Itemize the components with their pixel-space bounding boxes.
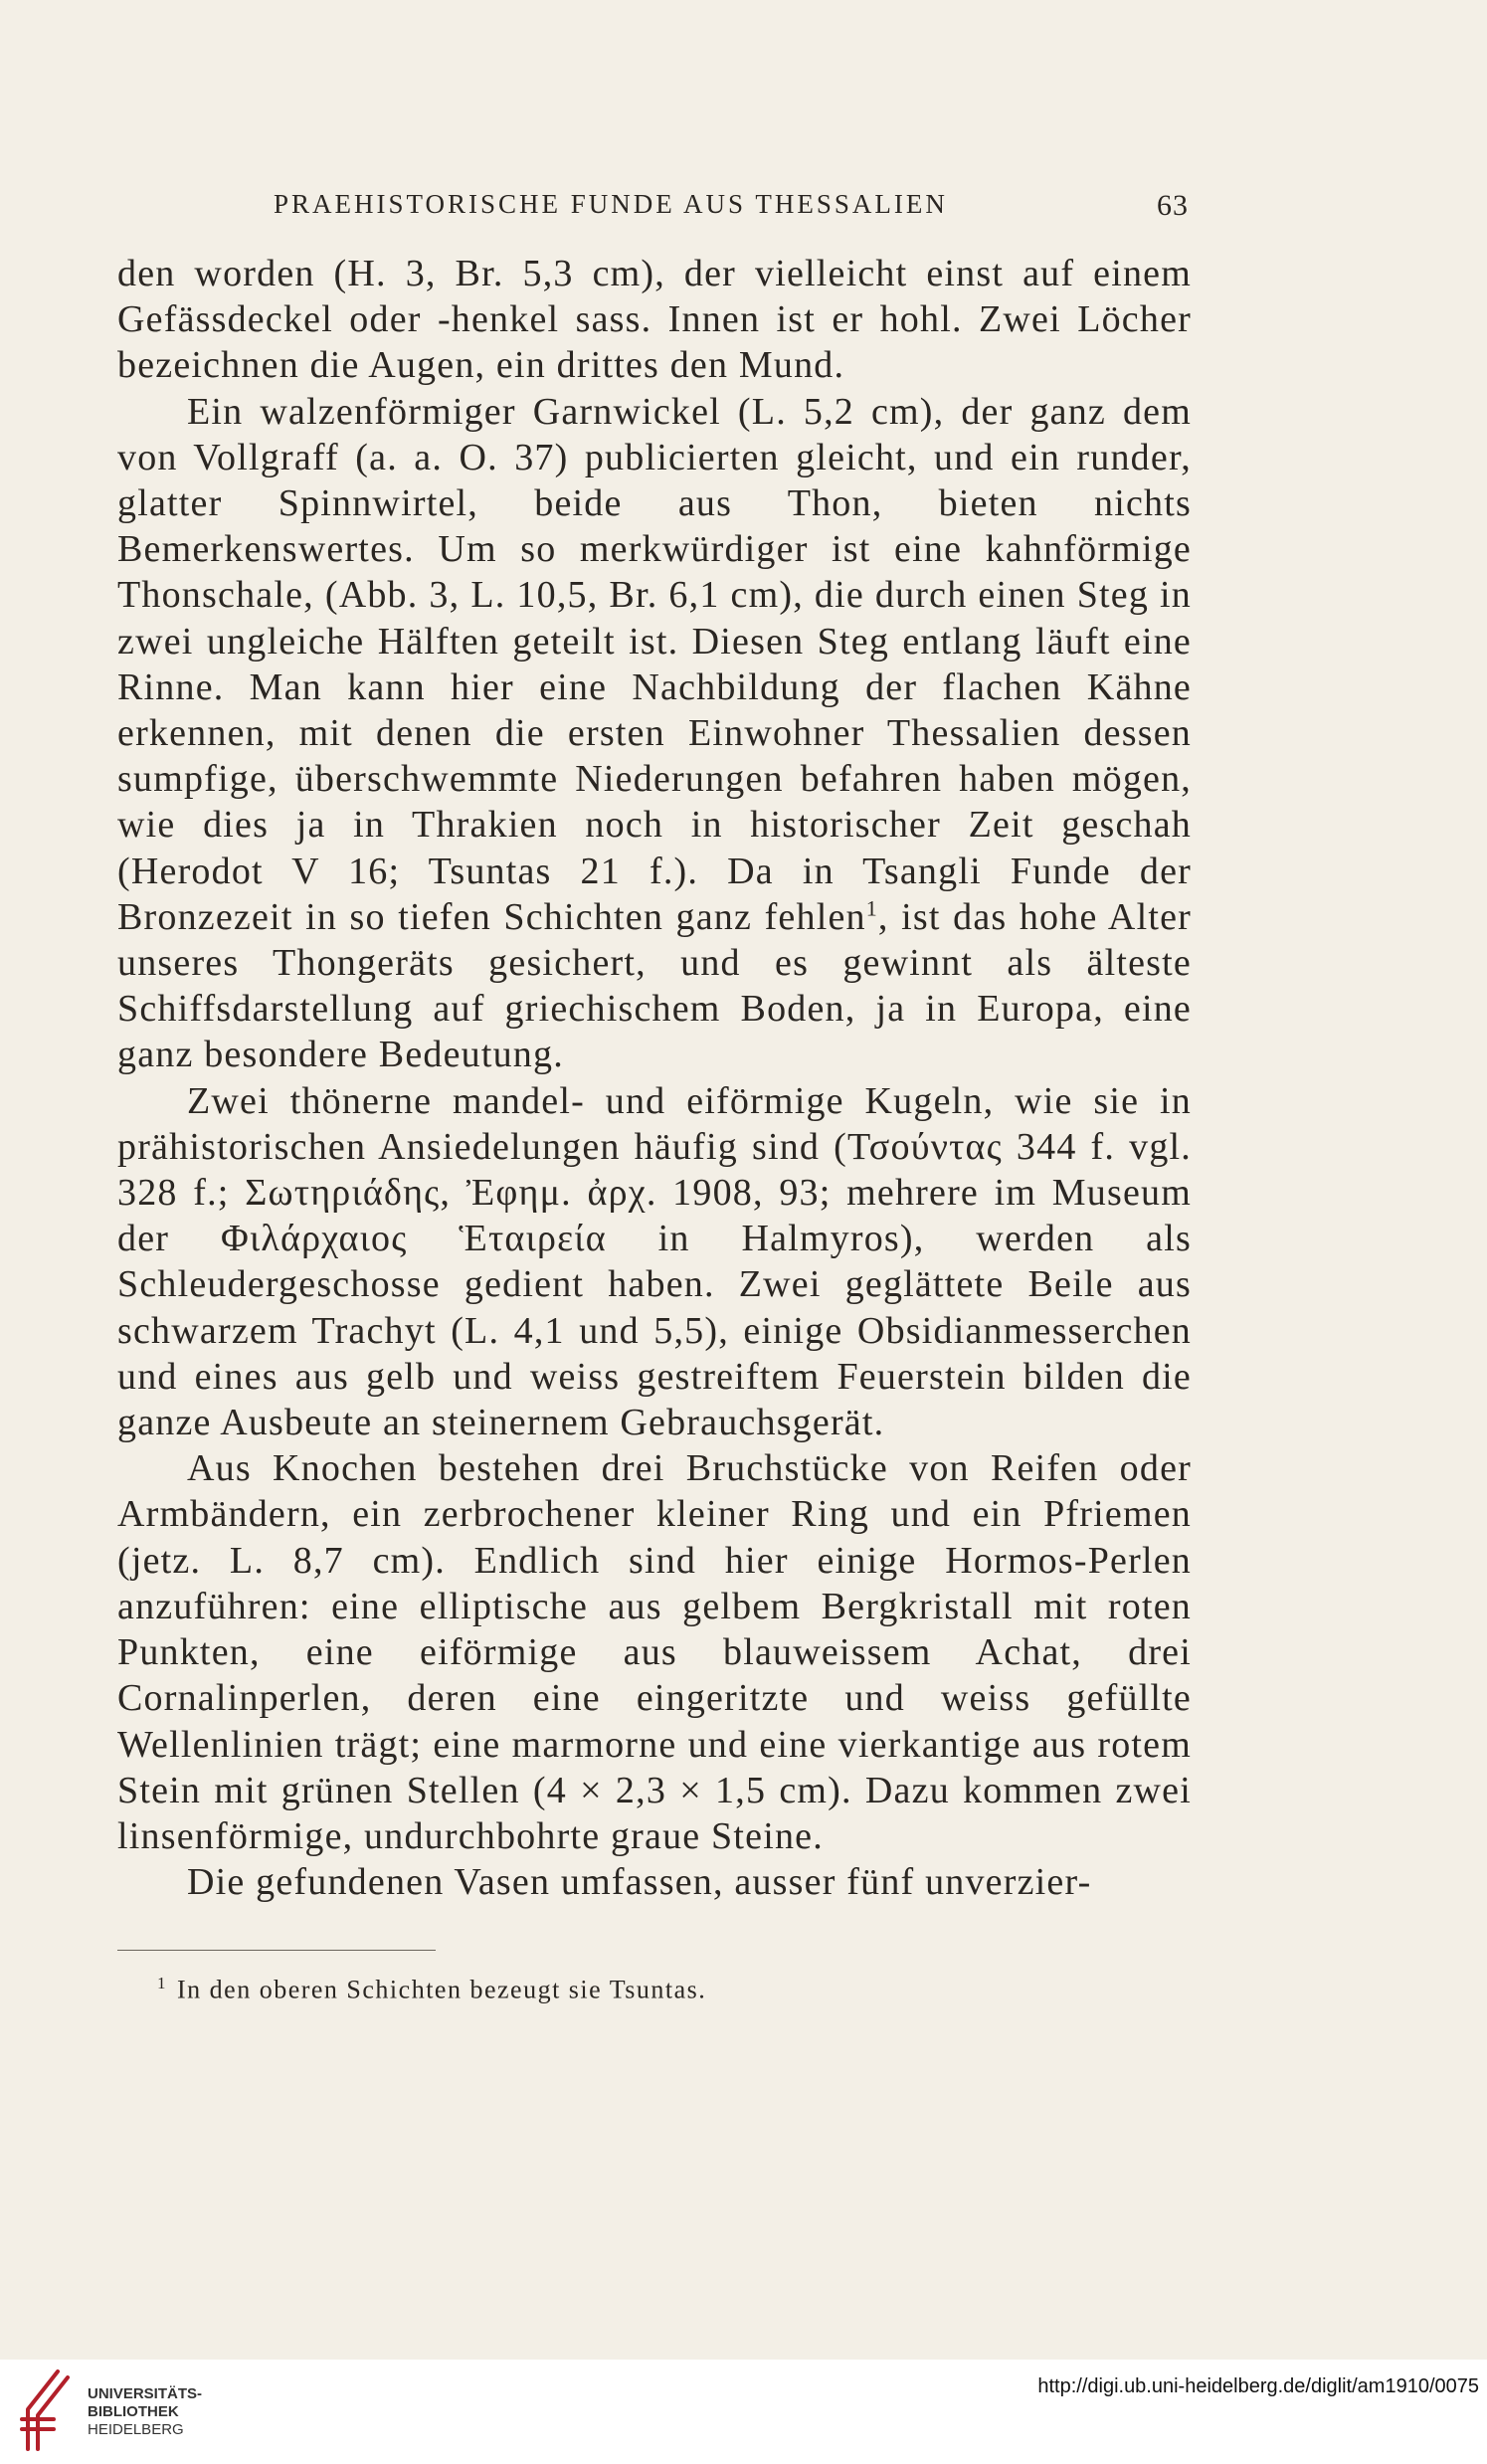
library-name (88, 2385, 202, 2439)
running-head (114, 189, 1189, 229)
footnote-text: In den oberen Schichten bezeugt sie Tsuntas. (177, 1975, 707, 2004)
library-name-line-3: HEIDELBERG (88, 2421, 184, 2438)
library-name-line-2: BIBLIOTHEK (88, 2403, 179, 2420)
library-logo-icon (14, 2366, 74, 2453)
paragraph-4 (117, 1445, 1192, 1859)
footnote-reference[interactable]: 1 (865, 895, 878, 921)
footnote (157, 1974, 1182, 2005)
footnote-mark: 1 (157, 1974, 167, 1992)
paragraph-2-text: Ein walzenförmiger Garnwickel (L. 5,2 cm), der ganz dem von Vollgraff (a. a. O. 37) publicierten gleicht, und ein runder, glatter Spinnwirtel, beide aus Thon, bieten nichts Bemerkenswertes. Um so merkwürdiger ist eine kahnförmige Thonschale, (Abb. 3, L. 10,5, Br. 6,1 cm), die durch einen Steg in zwei ungleiche Hälften geteilt ist. Diesen Steg entlang läuft eine Rinne. Man kann hier eine Nachbildung der flachen Kähne erkennen, mit denen die ersten Einwohner Thessalien dessen sumpfige, überschwemmte Niederungen befahren haben mögen, wie dies ja in Thrakien noch in historischer Zeit geschah (Herodot V 16; Tsuntas 21 f.). Da in Tsangli Funde der Bronzezeit in so tiefen Schichten ganz fehlen (117, 390, 1192, 938)
digitization-footer (0, 2360, 1487, 2464)
paragraph-2-text-after: , ist das hohe Alter unseres Thongeräts gesichert, und es gewinnt als älteste Schiffsdarstellung auf griechischem Boden, ja in Europa, eine ganz besondere Bedeutung. (117, 895, 1193, 1076)
footnote-divider (117, 1950, 436, 1951)
running-head-title: PRAEHISTORISCHE FUNDE AUS THESSALIEN (274, 189, 948, 219)
paragraph-5 (117, 1859, 1192, 1905)
body-text (117, 251, 1192, 1905)
source-url-link[interactable]: http://digi.ub.uni-heidelberg.de/diglit/am1910/0075 (1037, 2375, 1479, 2397)
paragraph-5-text: Die gefundenen Vasen umfassen, ausser fünf unverzier- (187, 1861, 1092, 1904)
library-name-line-1: UNIVERSITÄTS- (88, 2385, 203, 2402)
paragraph-2 (117, 389, 1192, 1078)
paragraph-1-text: den worden (H. 3, Br. 5,3 cm), der vielleicht einst auf einem Gefässdeckel oder -henkel sass. Innen ist er hohl. Zwei Löcher bezeichnen die Augen, ein drittes den Mund. (117, 253, 1192, 387)
paragraph-3-text: Zwei thönerne mandel- und eiförmige Kugeln, wie sie in prähistorischen Ansiedelungen häufig sind (Τσούντας 344 f. vgl. 328 f.; Σωτηριάδης, Ἐφημ. ἀρχ. 1908, 93; mehrere im Museum der Φιλάρχαιος Ἑταιρεία in Halmyros), werden als Schleudergeschosse gedient haben. Zwei geglättete Beile aus schwarzem Trachyt (L. 4,1 und 5,5), einige Obsidianmesserchen und eines aus gelb und weiss gestreiftem Feuerstein bilden die ganze Ausbeute an steinernem Gebrauchsgerät. (117, 1079, 1192, 1444)
paragraph-1 (117, 251, 1192, 389)
paragraph-4-text: Aus Knochen bestehen drei Bruchstücke von Reifen oder Armbändern, ein zerbrochener kleiner Ring und ein Pfriemen (jetz. L. 8,7 cm). Endlich sind hier einige Hormos-Perlen anzuführen: eine elliptische aus gelbem Bergkristall mit roten Punkten, eine eiförmige aus blauweissem Achat, drei Cornalinperlen, deren eine eingeritzte und weiss gefüllte Wellenlinien trägt; eine marmorne und eine vierkantige aus rotem Stein mit grünen Stellen (4 × 2,3 × 1,5 cm). Dazu kommen zwei linsenförmige, undurchbohrte graue Steine. (117, 1447, 1192, 1857)
page-number: 63 (1157, 189, 1189, 222)
paragraph-3 (117, 1078, 1192, 1446)
